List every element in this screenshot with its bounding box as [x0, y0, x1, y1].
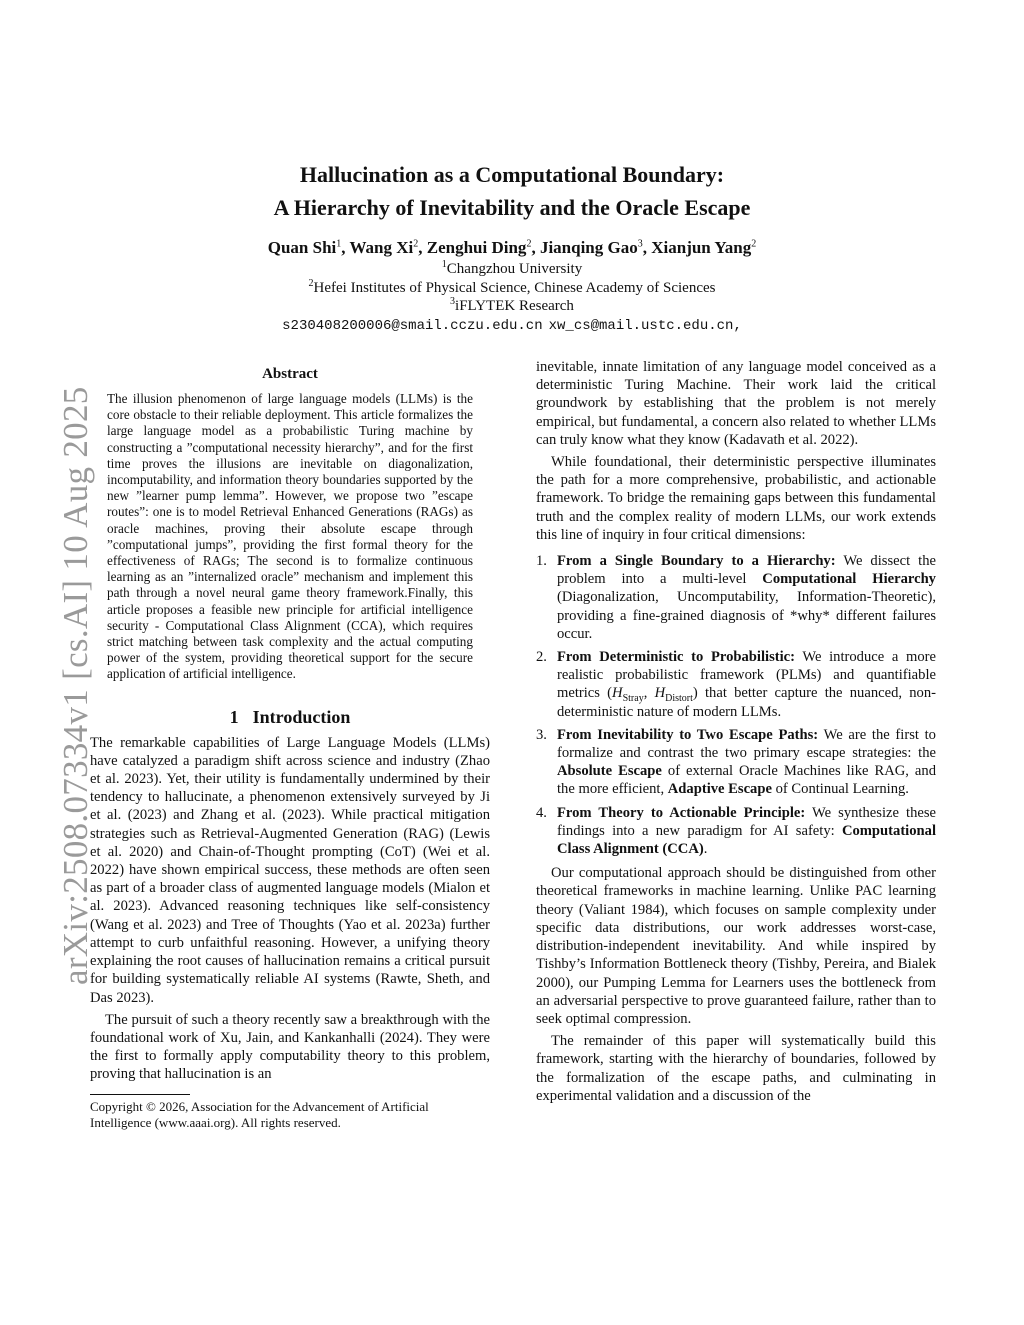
body-paragraph: The remarkable capabilities of Large Language Models (LLMs) have catalyzed a paradigm shift across science and industry (Zhao et al. 2023). Yet, their utility is fundamentally undermined by their tendency to hallucinate, a phenomenon extensively surveyed by Ji et al. (2023) and Zhang et al. (2023). While practical mitigation strategies such as Retrieval-Augmented Generation (RAG) (Lewis et al. 2020) and Chain-of-Thought prompting (CoT) (Wei et al. 2022) have shown empirical success, these methods are often seen as part of a broader class of augmented language models (Mialon et al. 2023). Advanced reasoning techniques like self-consistency (Wang et al. 2023) and Tree of Thoughts (Yao et al. 2023a) further attempt to curb unfaithful reasoning. However, a unifying theory explaining the root causes of hallucination remains a critical pursuit for building systematically reliable AI systems (Rawte, Sheth, and Das 2023). [90, 734, 490, 1006]
affiliation-number: 2 [308, 277, 314, 289]
abstract-heading: Abstract [262, 366, 318, 382]
contribution-list [536, 552, 936, 858]
footnote-divider [90, 1094, 190, 1095]
author-name: Quan Shi [267, 238, 337, 257]
title-block [0, 158, 1024, 336]
copyright-footnote: Copyright © 2026, Association for the Advancement of Artificial Intelligence (www.aaai.org). All rights reserved. [90, 1098, 429, 1130]
affiliation-name: Changzhou University [446, 261, 583, 277]
affiliation [0, 260, 1024, 279]
list-number: 2. [536, 649, 547, 666]
title-line-1: Hallucination as a Computational Boundary: [299, 162, 725, 187]
author-name: Xianjun Yang [651, 238, 752, 257]
math-symbol: H [612, 685, 623, 702]
contribution-emphasis: Absolute Escape [557, 763, 662, 780]
contribution-lead: From a Single Boundary to a Hierarchy: [557, 553, 836, 570]
author-name: Wang Xi [349, 238, 414, 257]
contribution-emphasis: Computational Class Alignment (CCA) [557, 822, 936, 858]
paper-title [0, 158, 1024, 224]
affiliation [0, 297, 1024, 316]
author-affiliation-mark: 2 [413, 238, 419, 250]
contribution-emphasis: Adaptive Escape [667, 781, 772, 798]
contribution-emphasis: Computational Hierarchy [762, 571, 936, 588]
author-name: Jianqing Gao [539, 238, 638, 257]
affiliation-number: 3 [450, 296, 456, 307]
math-subscript: Distort [665, 693, 693, 705]
right-column [536, 358, 936, 1105]
body-paragraph: Our computational approach should be distinguished from other theoretical frameworks in machine learning. Unlike PAC learning theory (Valiant 1984), which focuses on sample complexity under specific data distributions, our work addresses worst-case, distribution-independent inevitability. And while inspired by Tishby’s Information Bottleneck theory (Tishby, Pereira, and Bialek 2000), our Pumping Lemma for Learners uses the bottleneck from an adversarial perspective to prove guaranteed failure, rather than to seek optimal compression. [536, 865, 936, 1027]
math-symbol: H [654, 685, 666, 702]
author-affiliation-mark: 3 [637, 238, 643, 250]
left-column [90, 360, 490, 1131]
affiliation [0, 279, 1024, 298]
contribution-text: of external Oracle Machines like RAG, and the more efficient, [557, 763, 936, 798]
contribution-item [536, 648, 936, 721]
contribution-lead: From Theory to Actionable Principle: [557, 804, 806, 821]
contribution-text: . [703, 841, 708, 858]
contribution-lead: From Inevitability to Two Escape Paths: [557, 726, 819, 743]
body-paragraph: The remainder of this paper will systematically build this framework, starting with the hierarchy of boundaries, followed by the formalization of the escape paths, and culminating in experimental validation and a discussion of the [536, 1033, 936, 1104]
contribution-text: We dissect the problem into a multi-level [557, 553, 936, 588]
section-title: Introduction [252, 706, 351, 727]
contribution-text: We are the first to formalize and contrast the two primary escape strategies: the [557, 726, 936, 762]
email-link[interactable]: s230408200006@smail.cczu.edu.cn [282, 317, 543, 334]
math-subscript: Stray [622, 693, 644, 705]
section-number: 1 [229, 706, 239, 727]
email-link[interactable]: xw_cs@mail.ustc.edu.cn, [548, 317, 742, 334]
contribution-text: (Diagonalization, Uncomputability, Information-Theoretic), providing a fine-grained diagnosis of *why* different failures occur. [557, 589, 936, 642]
title-line-2: A Hierarchy of Inevitability and the Oracle Escape [273, 195, 751, 220]
arxiv-identifier-stamp [8, 375, 95, 985]
section-heading [90, 707, 490, 728]
contribution-item [536, 804, 936, 859]
body-paragraph: The pursuit of such a theory recently saw a breakthrough with the foundational work of Xu, Jain, and Kankanhalli (2024). They were the first to formally apply computability theory to this problem, proving that hallucination is an [90, 1011, 490, 1083]
contribution-text: We synthesize these findings into a new paradigm for AI safety: [557, 804, 936, 839]
body-paragraph: While foundational, their deterministic perspective illuminates the path for a more comprehensive, probabilistic, and actionable framework. To bridge the remaining gaps between this fundamental truth and the complex reality of modern LLMs, our work extends this line of inquiry in four critical dimensions: [536, 454, 936, 543]
email-list [0, 316, 1024, 336]
affiliation-name: Hefei Institutes of Physical Science, Chinese Academy of Sciences [313, 279, 716, 296]
author-affiliation-mark: 2 [751, 238, 757, 250]
contribution-lead: From Deterministic to Probabilistic: [557, 649, 796, 666]
abstract-text: The illusion phenomenon of large language models (LLMs) is the core obstacle to their reliable deployment. This article formalizes the large language model as a probabilistic Turing machine by constructing a ”computational necessity hierarchy”, and for the first time proves the illusions are inevitable on diagonalization, incomputability, and information theory boundaries supported by the new ”learner pump lemma”. However, we propose two ”escape routes”: one is to model Retrieval Enhanced Generations (RAGs) as oracle machines, proving their absolute escape through ”computational jumps”, providing the first formal theory for the effectiveness of RAGs; The second is to formalize continuous learning as an ”internalized oracle” mechanism and implement this path through a novel neural game theory framework.Finally, this article proposes a feasible new principle for artificial intelligence security - Computational Class Alignment (CCA), which requires strict matching between task complexity and the actual computing power of the system, providing theoretical support for the secure application of artificial intelligence. [107, 391, 473, 682]
affiliation-name: iFLYTEK Research [455, 298, 574, 314]
contribution-item [536, 552, 936, 643]
contribution-text: of Continual Learning. [771, 781, 909, 798]
author-affiliation-mark: 1 [336, 238, 342, 250]
contribution-text: ) that better capture the nuanced, non-deterministic nature of modern LLMs. [557, 685, 936, 720]
list-number: 3. [536, 726, 547, 743]
author-name: Zenghui Ding [426, 238, 527, 257]
author-list: Quan Shi$^1$, Wang Xi$^2$, Zenghui Ding$^2$, Jianqing Gao$^3$, Xianjun Yang$^2$ [267, 238, 757, 257]
contribution-text: , [643, 685, 655, 702]
affiliation-number: 1 [441, 259, 447, 270]
author-affiliation-mark: 2 [526, 238, 532, 250]
contribution-item [536, 726, 936, 799]
body-paragraph: inevitable, innate limitation of any language model conceived as a deterministic Turing Machine. Their work laid the critical groundwork by establishing that the problem is not merely empirical, but fundamental, a concern also related to whether LLMs can truly know what they know (Kadavath et al. 2022). [536, 359, 936, 448]
arxiv-identifier-text: arXiv:2508.07334v1 [cs.AI] 10 Aug 2025 [56, 386, 95, 985]
list-number: 1. [536, 553, 547, 570]
list-number: 4. [536, 804, 547, 821]
contribution-text: We introduce a more realistic probabilistic framework (PLMs) and quantifiable metrics ( [557, 649, 936, 702]
